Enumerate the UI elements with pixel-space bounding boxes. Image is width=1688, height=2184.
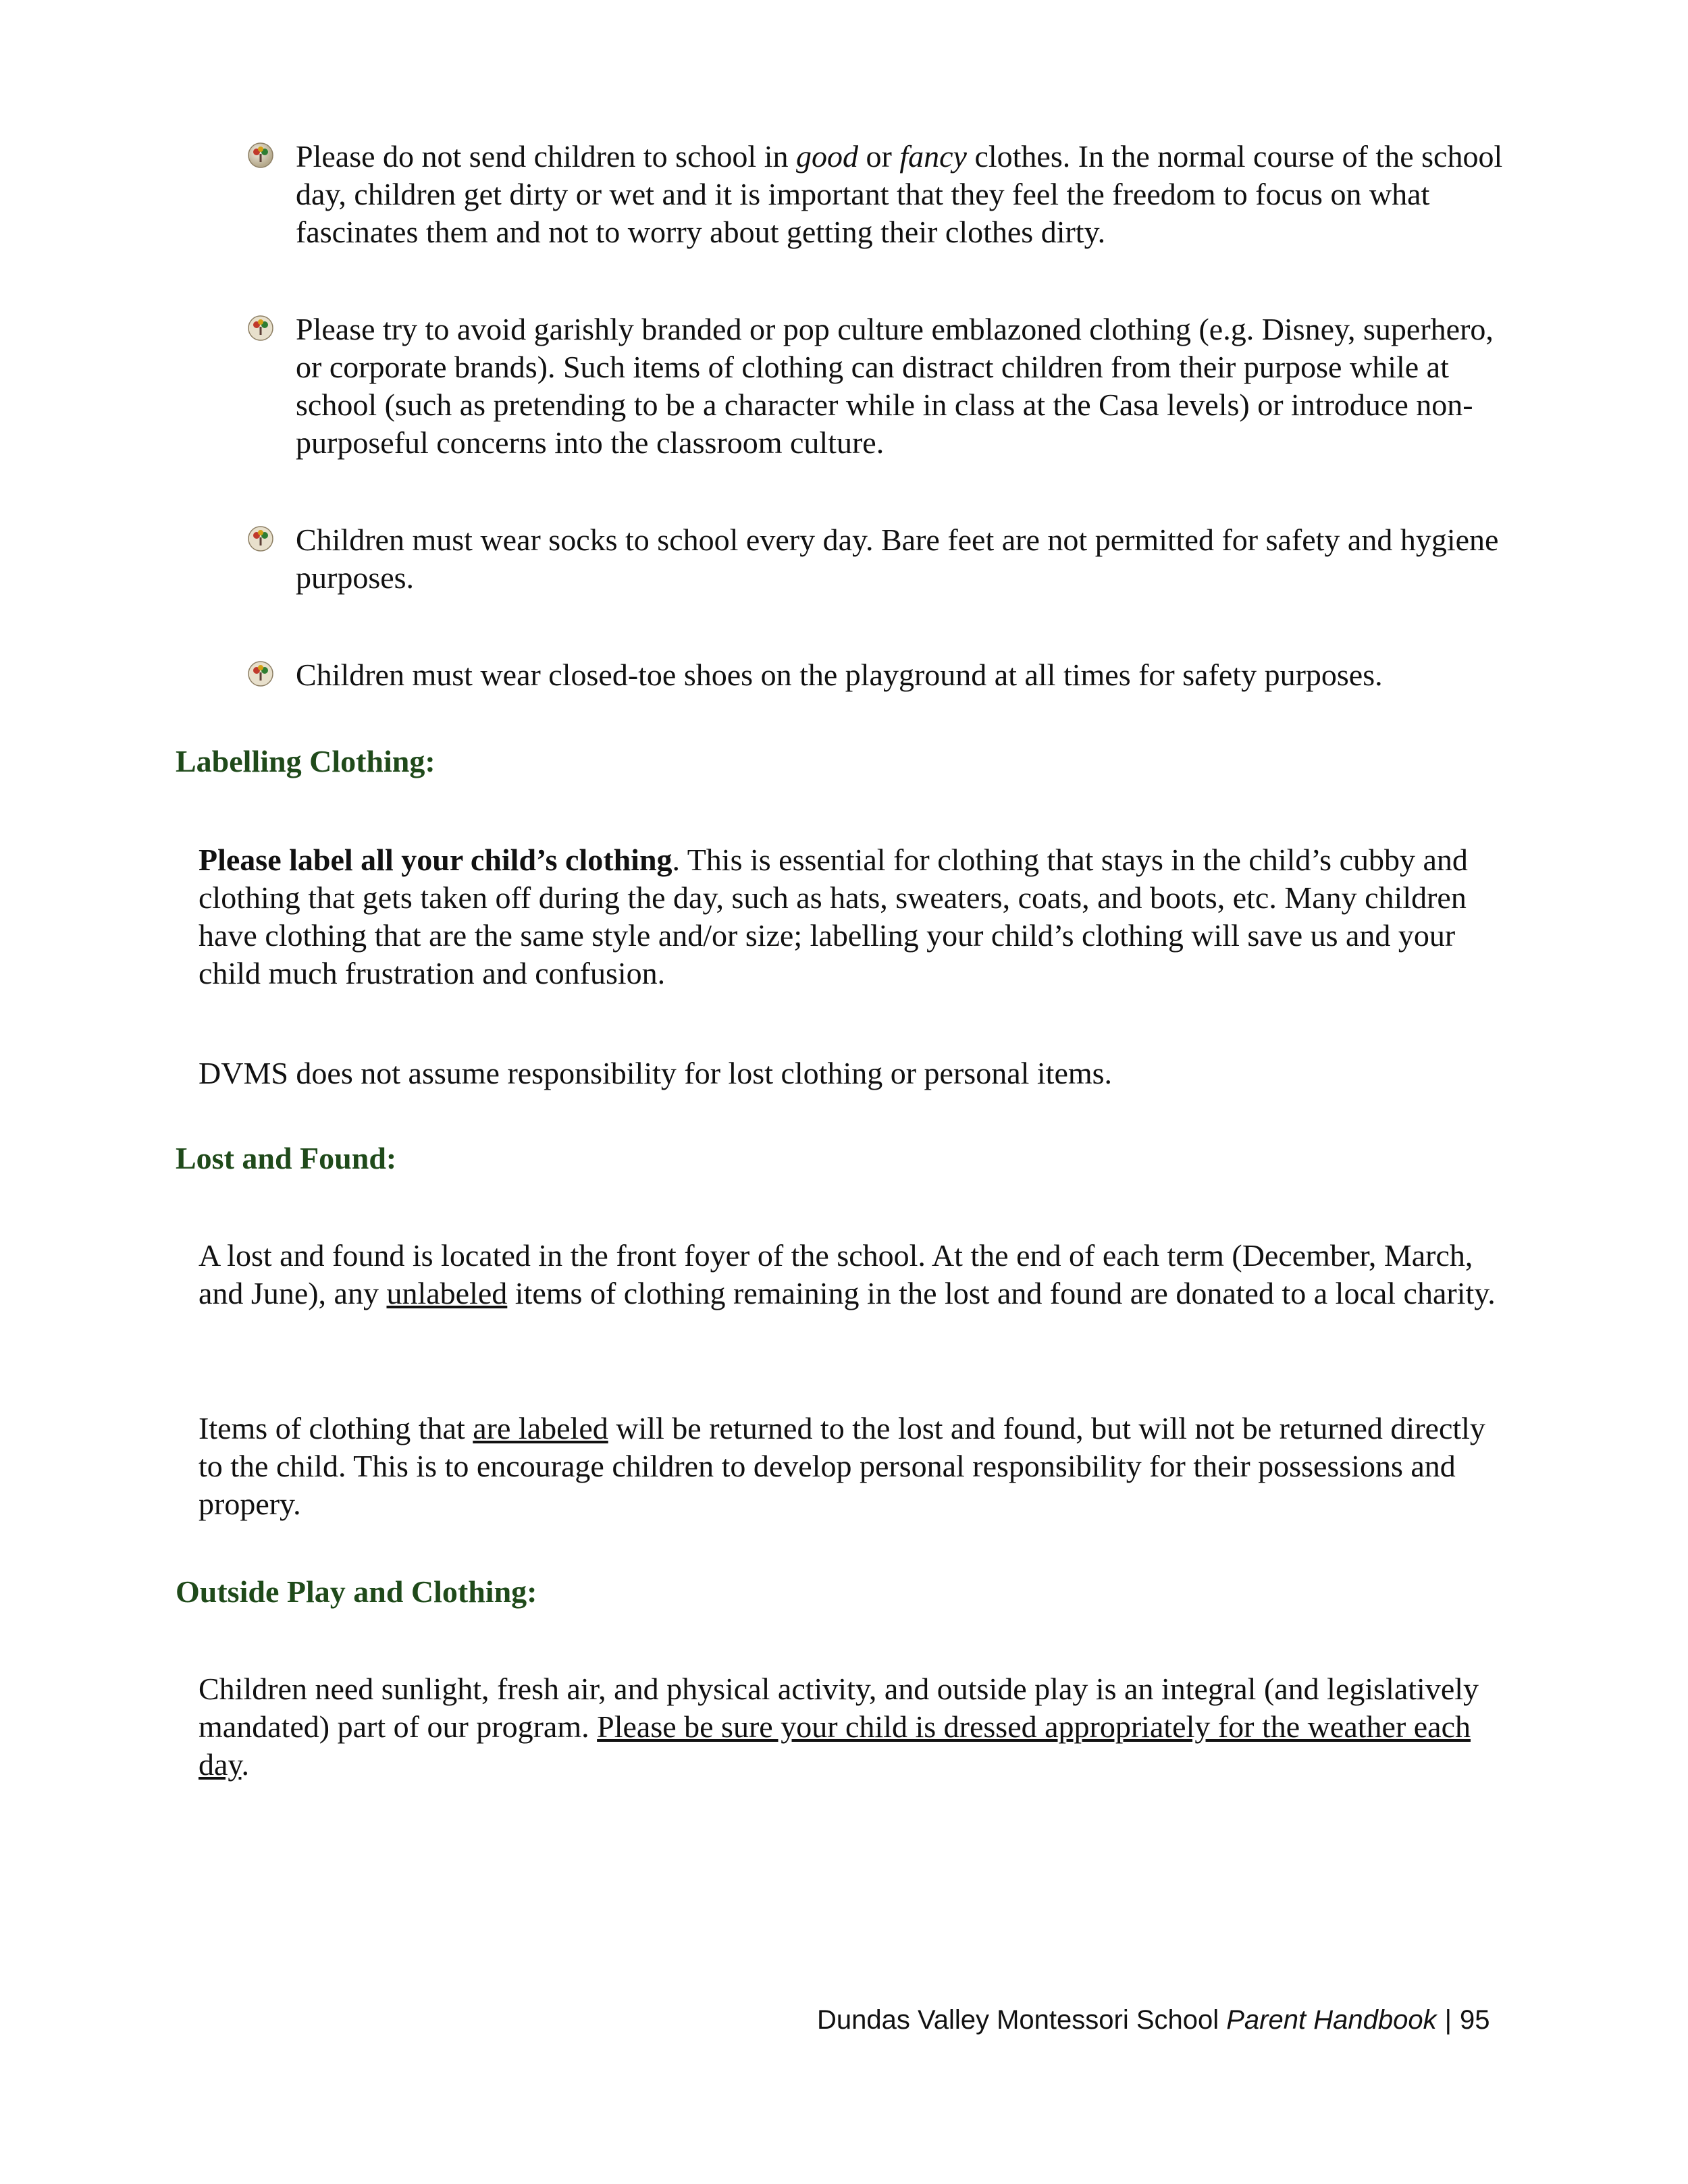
tree-bullet-icon (247, 142, 274, 169)
lost-found-paragraph: A lost and found is located in the front foyer of the school. At the end of each term (December, March, and June), any unlabeled items of clothing remaining in the lost and found are donated to a local charity. (199, 1238, 1496, 1310)
bullet-text: Children must wear closed-toe shoes on the playground at all times for safety purposes. (296, 658, 1383, 692)
bullet-text: Children must wear socks to school every day. Bare feet are not permitted for safety and hygiene purposes. (296, 523, 1499, 595)
bullet-item-fancy-clothes (247, 138, 1511, 251)
bullet-item-branded-clothing (247, 311, 1511, 462)
responsibility-paragraph: DVMS does not assume responsibility for lost clothing or personal items. (199, 1056, 1113, 1090)
bullet-text: Please do not send children to school in good or fancy clothes. In the normal course of the school day, children get dirty or wet and it is important that they feel the freedom to focus on what fascinates them and not to worry about getting their clothes dirty. (296, 139, 1503, 249)
tree-bullet-icon (247, 315, 274, 342)
section-heading-labelling: Labelling Clothing: (176, 744, 436, 778)
bullet-item-socks (247, 521, 1511, 597)
section-heading-outside-play: Outside Play and Clothing: (176, 1574, 537, 1609)
section-heading-lost-found: Lost and Found: (176, 1141, 397, 1175)
outside-play-paragraph: Children need sunlight, fresh air, and physical activity, and outside play is an integral (and legislatively mandated) part of our program. Please be sure your child is dressed appropriately for the weather each day. (199, 1672, 1479, 1782)
bullet-text: Please try to avoid garishly branded or pop culture emblazoned clothing (e.g. Disney, superhero, or corporate brands). Such items of clothing can distract children from their purpose while at school (such as pretending to be a character while in class at the Casa levels) or introduce non-purposeful concerns into the classroom culture. (296, 312, 1494, 460)
tree-bullet-icon (247, 525, 274, 552)
labelling-paragraph: Please label all your child’s clothing. This is essential for clothing that stays in the child’s cubby and clothing that gets taken off during the day, such as hats, sweaters, coats, and boots, etc. Many children have clothing that are the same style and/or size; labelling your child’s clothing will save us and your child much frustration and confusion. (199, 843, 1468, 990)
footer-handbook-title: Parent Handbook (1226, 2005, 1437, 2035)
footer-separator: | (1444, 2005, 1452, 2035)
footer-school-name: Dundas Valley Montessori School (817, 2005, 1227, 2035)
page-footer (817, 2004, 1489, 2036)
labeled-items-paragraph: Items of clothing that are labeled will be returned to the lost and found, but will not be returned directly to the child. This is to encourage children to develop personal responsibility for their possessions and propery. (199, 1411, 1485, 1521)
page-number: 95 (1459, 2005, 1490, 2035)
tree-bullet-icon (247, 660, 274, 687)
bullet-item-shoes (247, 656, 1511, 694)
